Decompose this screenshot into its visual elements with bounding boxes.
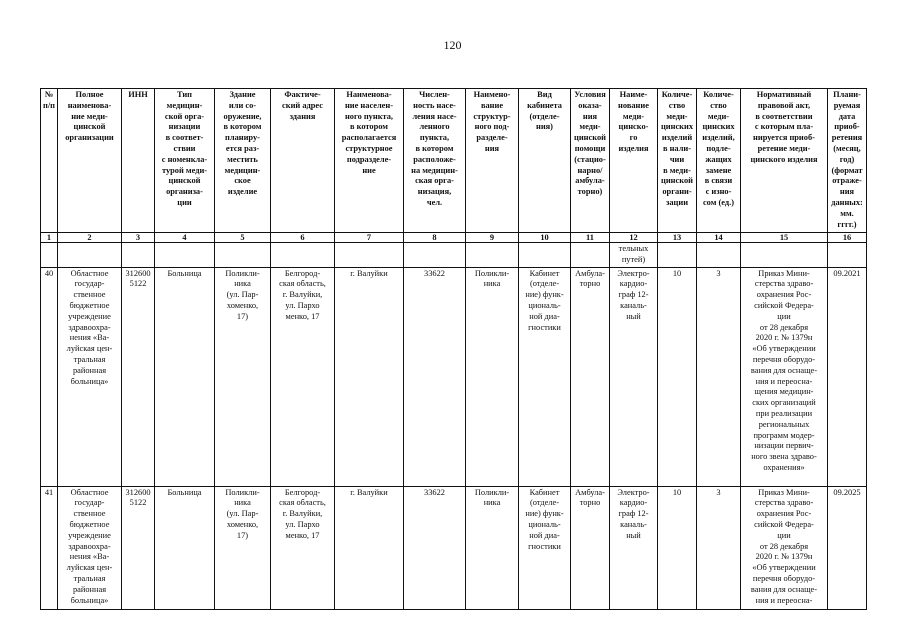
locality-cell: г. Валуйки — [335, 486, 404, 609]
legal-act-cell: Приказ Мини- стерства здраво- охранения Рос- сийской Федера- ции от 28 декабря 2020 г. № 1379н «Об утверждении перечня оборудо- вания для оснаще- ния и переосна- — [741, 486, 828, 609]
column-number: 4 — [155, 233, 215, 243]
header-cell: Фактиче- ский адрес здания — [271, 89, 335, 233]
building-cell: Поликли- ника (ул. Пар- хоменко, 17) — [215, 486, 271, 609]
device-cell: Электро- кардио- граф 12- каналь- ный — [610, 486, 658, 609]
header-row — [41, 89, 867, 233]
header-cell: Полное наименова- ние меди- цинской организации — [58, 89, 122, 233]
org-type-cell: Больница — [155, 267, 215, 486]
qty-replace-cell: 3 — [697, 486, 741, 609]
header-cell: Нормативный правовой акт, в соответствии с которым пла- нируется приоб- ретение меди- цинского изделия — [741, 89, 828, 233]
continuation-cell: тельных путей) — [610, 243, 658, 268]
column-number-row — [41, 233, 867, 243]
locality-cell: г. Валуйки — [335, 267, 404, 486]
header-cell: Количе- ство меди- цинских изделий в нали- чии в меди- цинской органи- зации — [658, 89, 697, 233]
column-number: 15 — [741, 233, 828, 243]
row-number: 40 — [41, 267, 58, 486]
header-cell: Наимено- вание структур- ного под- разделе- ния — [466, 89, 519, 233]
unit-cell: Поликли- ника — [466, 486, 519, 609]
header-cell: Вид кабинета (отделе- ния) — [519, 89, 571, 233]
column-number: 1 — [41, 233, 58, 243]
header-cell: Плани- руемая дата приоб- ретения (месяц, год) (формат отраже- ния данных: мм. гггг.) — [828, 89, 867, 233]
column-number: 11 — [571, 233, 610, 243]
row-number: 41 — [41, 486, 58, 609]
column-number: 3 — [122, 233, 155, 243]
population-cell: 33622 — [404, 486, 466, 609]
column-number: 5 — [215, 233, 271, 243]
inn-cell: 312600 5122 — [122, 486, 155, 609]
building-cell: Поликли- ника (ул. Пар- хоменко, 17) — [215, 267, 271, 486]
column-number: 8 — [404, 233, 466, 243]
cabinet-cell: Кабинет (отделе- ние) функ- циональ- ной диа- гностики — [519, 486, 571, 609]
unit-cell: Поликли- ника — [466, 267, 519, 486]
conditions-cell: Амбула- торно — [571, 486, 610, 609]
continuation-row — [41, 243, 867, 268]
qty-available-cell: 10 — [658, 267, 697, 486]
column-number: 13 — [658, 233, 697, 243]
header-cell: № п/п — [41, 89, 58, 233]
qty-replace-cell: 3 — [697, 267, 741, 486]
org-type-cell: Больница — [155, 486, 215, 609]
population-cell: 33622 — [404, 267, 466, 486]
device-cell: Электро- кардио- граф 12- каналь- ный — [610, 267, 658, 486]
column-number: 9 — [466, 233, 519, 243]
legal-act-cell: Приказ Мини- стерства здраво- охранения Рос- сийской Федера- ции от 28 декабря 2020 г. № 1379н «Об утверждении перечня оборудо- вания для оснаще- ния и переосна- щения медицин- ских организаций при реализации региональных программ модер- низации первич- ного звена здраво- охранения» — [741, 267, 828, 486]
column-number: 16 — [828, 233, 867, 243]
header-cell: Количе- ство меди- цинских изделий, подле- жащих замене в связи с изно- сом (ед.) — [697, 89, 741, 233]
header-cell: Числен- ность насе- ления насе- ленного пункта, в котором расположе- на медицин- ская орга- низация, чел. — [404, 89, 466, 233]
address-cell: Белгород- ская область, г. Валуйки, ул. Пархо менко, 17 — [271, 486, 335, 609]
address-cell: Белгород- ская область, г. Валуйки, ул. Пархо менко, 17 — [271, 267, 335, 486]
qty-available-cell: 10 — [658, 486, 697, 609]
org-name-cell: Областное государ- ственное бюджетное учреждение здравоохра- нения «Ва- луйская цен- тральная районная больница» — [58, 267, 122, 486]
org-name-cell: Областное государ- ственное бюджетное учреждение здравоохра- нения «Ва- луйская цен- тральная районная больница» — [58, 486, 122, 609]
column-number: 2 — [58, 233, 122, 243]
inn-cell: 312600 5122 — [122, 267, 155, 486]
column-number: 7 — [335, 233, 404, 243]
date-cell: 09.2025 — [828, 486, 867, 609]
equipment-table — [40, 88, 867, 610]
header-cell: Наименова- ние населен- ного пункта, в котором располагается структурное подразделе- ние — [335, 89, 404, 233]
table-row — [41, 486, 867, 609]
date-cell: 09.2021 — [828, 267, 867, 486]
header-cell: Тип медицин- ской орга- низации в соответ- ствии с номенкла- турой меди- цинской организа- ции — [155, 89, 215, 233]
column-number: 12 — [610, 233, 658, 243]
column-number: 6 — [271, 233, 335, 243]
table-row — [41, 267, 867, 486]
header-cell: ИНН — [122, 89, 155, 233]
cabinet-cell: Кабинет (отделе- ние) функ- циональ- ной диа- гностики — [519, 267, 571, 486]
header-cell: Наиме- нование меди- цинско- го изделия — [610, 89, 658, 233]
page-number: 120 — [443, 38, 462, 52]
conditions-cell: Амбула- торно — [571, 267, 610, 486]
header-cell: Здание или со- оружение, в котором планиру- ется раз- местить медицин- ское изделие — [215, 89, 271, 233]
header-cell: Условия оказа- ния меди- цинской помощи (стацио- нарно/ амбула- торно) — [571, 89, 610, 233]
column-number: 14 — [697, 233, 741, 243]
column-number: 10 — [519, 233, 571, 243]
